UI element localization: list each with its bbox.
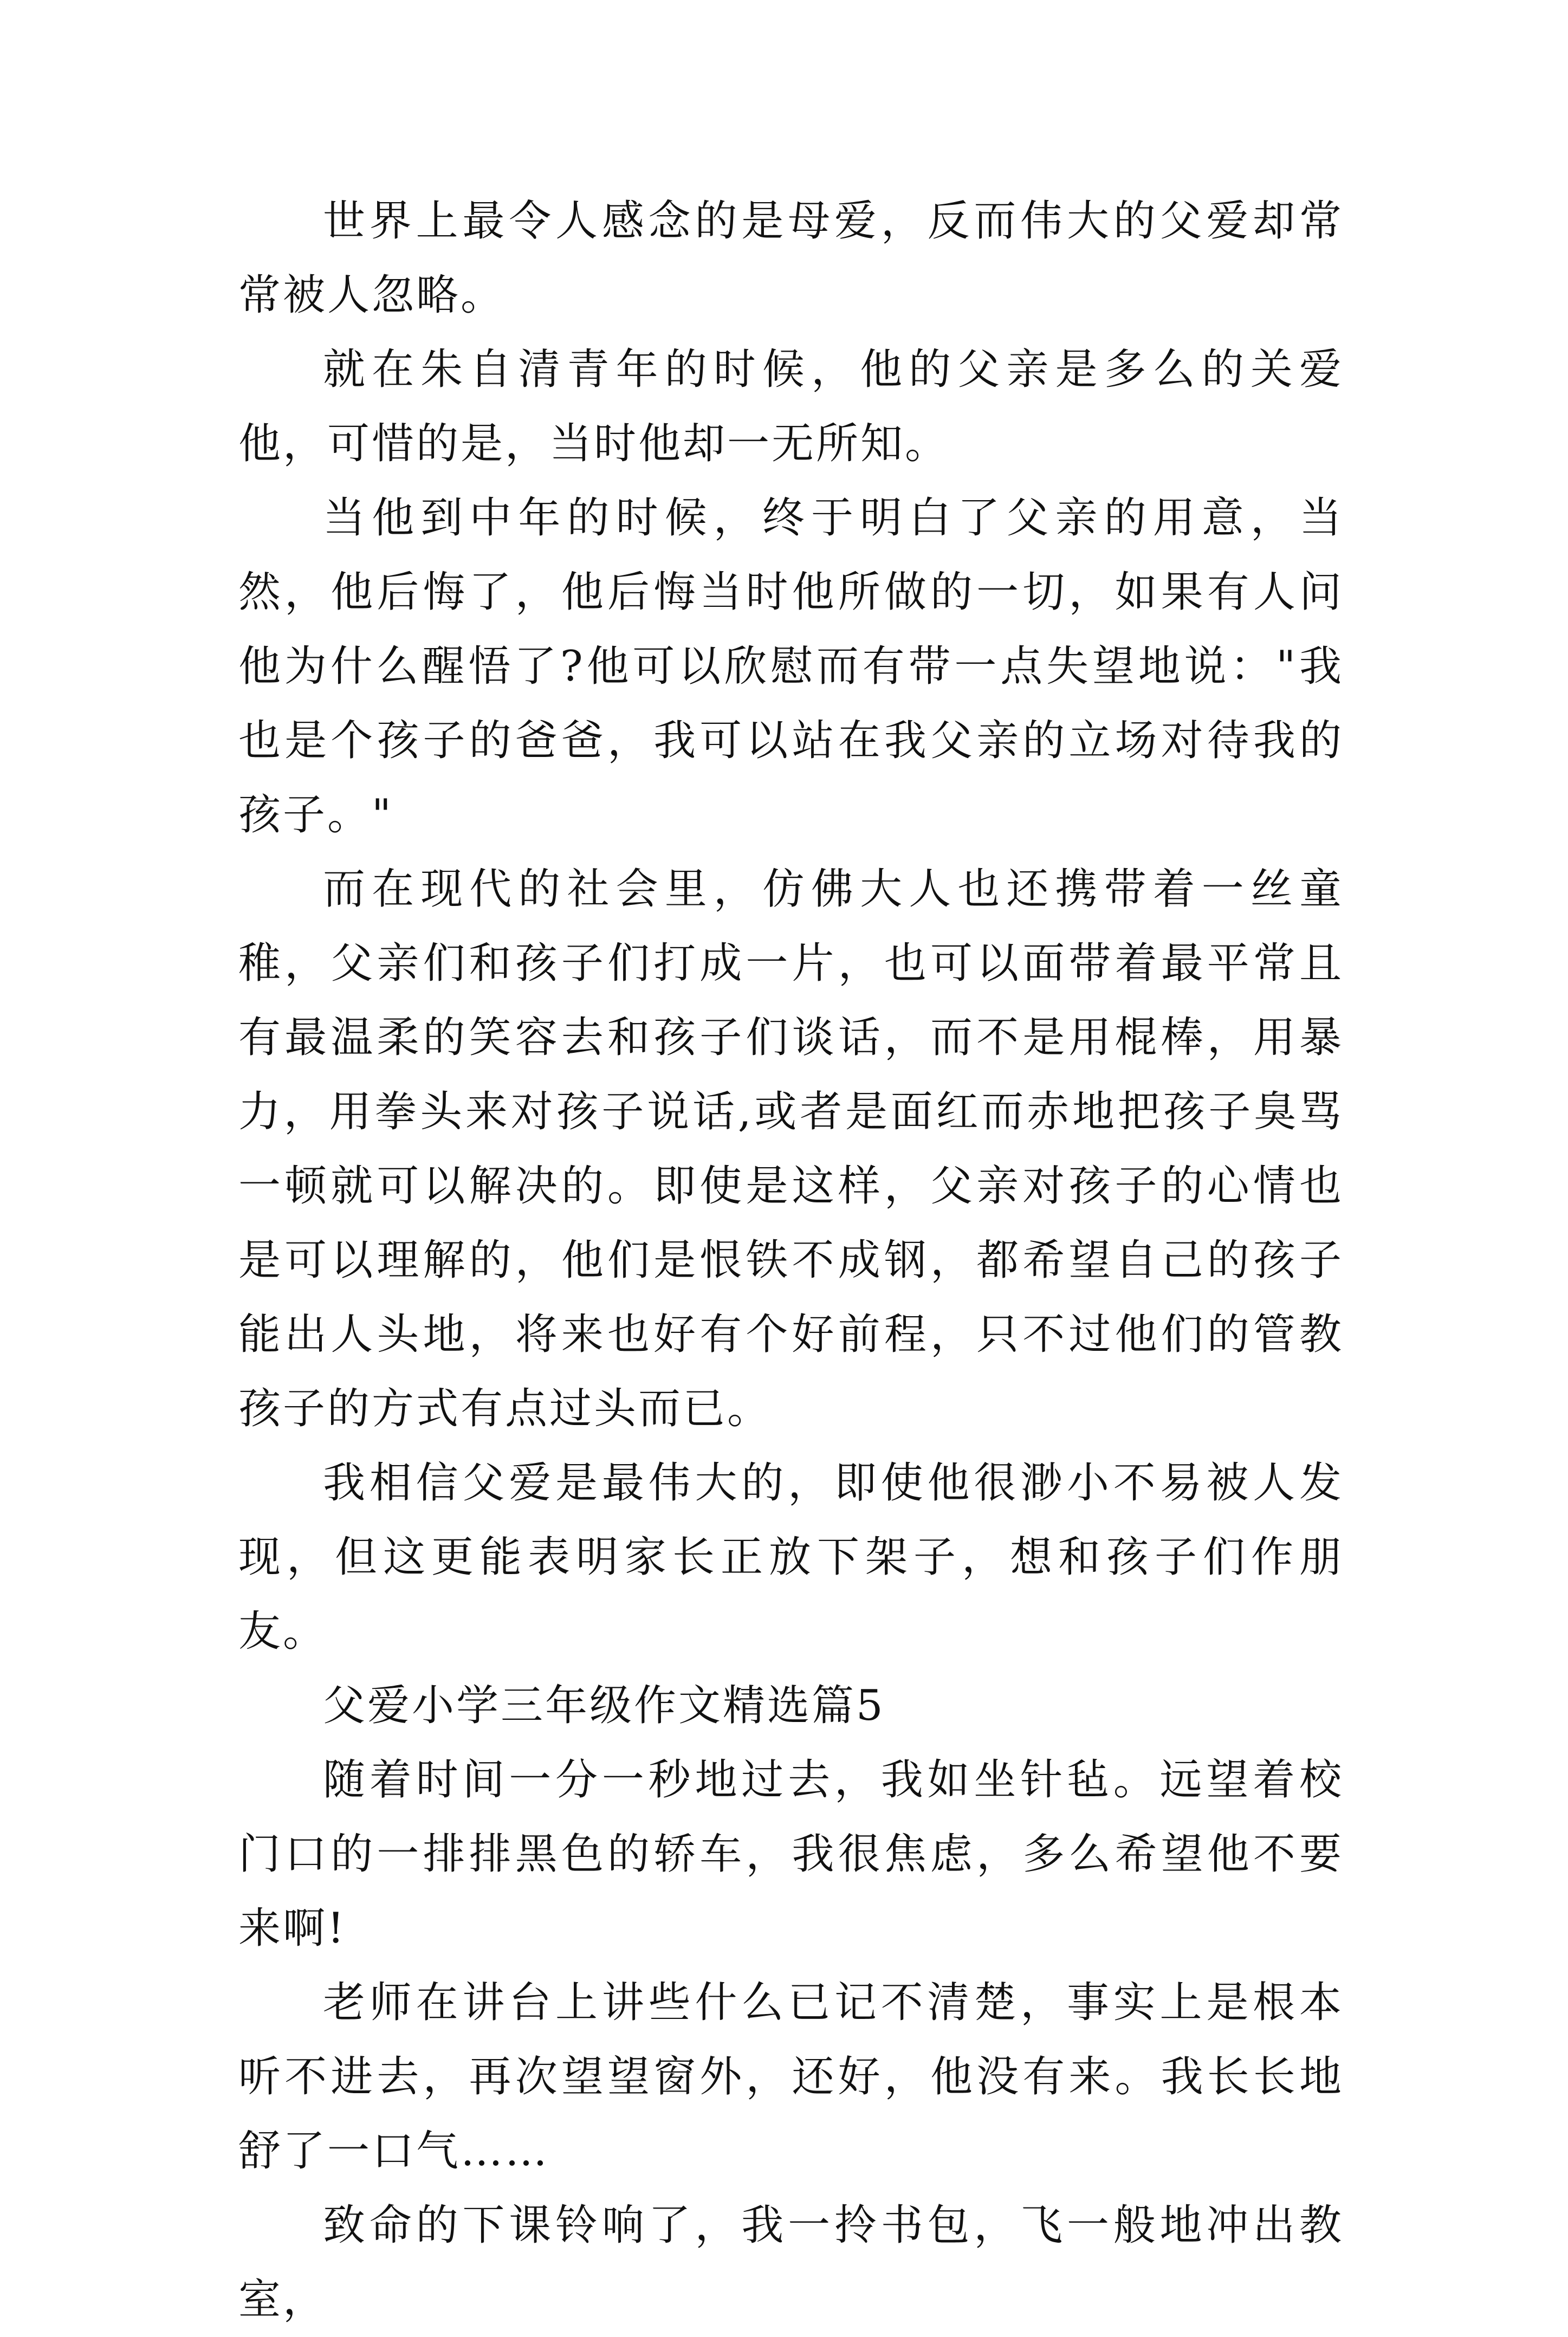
paragraph-2: 就在朱自清青年的时候，他的父亲是多么的关爱他，可惜的是，当时他却一无所知。 — [238, 345, 1344, 468]
paragraph-1: 世界上最令人感念的是母爱，反而伟大的父爱却常常被人忽略。 — [238, 197, 1344, 320]
essay-body — [238, 184, 1344, 2337]
paragraph-4: 而在现代的社会里，仿佛大人也还携带着一丝童稚，父亲们和孩子们打成一片，也可以面带着最平常且有最温柔的笑容去和孩子们谈话，而不是用棍棒，用暴力，用拳头来对孩子说话,或者是面红而赤地把孩子臭骂一顿就可以解决的。即使是这样，父亲对孩子的心情也是可以理解的，他们是恨铁不成钢，都希望自己的孩子能出人头地，将来也好有个好前程，只不过他们的管教孩子的方式有点过头而已。 — [238, 865, 1344, 1433]
section-heading: 父爱小学三年级作文精选篇5 — [323, 1681, 885, 1730]
paragraph-7: 老师在讲台上讲些什么已记不清楚，事实上是根本听不进去，再次望望窗外，还好，他没有来。我长长地舒了一口气…… — [238, 1978, 1344, 2176]
paragraph-3: 当他到中年的时候，终于明白了父亲的用意，当然，他后悔了，他后悔当时他所做的一切，如果有人问他为什么醒悟了?他可以欣慰而有带一点失望地说："我也是个孩子的爸爸，我可以站在我父亲的立场对待我的孩子。" — [238, 494, 1344, 839]
paragraph-5: 我相信父爱是最伟大的，即使他很渺小不易被人发现，但这更能表明家长正放下架子，想和孩子们作朋友。 — [238, 1459, 1344, 1656]
paragraph-8: 致命的下课铃响了，我一拎书包，飞一般地冲出教室， — [238, 2201, 1344, 2324]
paragraph-6: 随着时间一分一秒地过去，我如坐针毡。远望着校门口的一排排黑色的轿车，我很焦虑，多么希望他不要来啊! — [238, 1756, 1344, 1953]
